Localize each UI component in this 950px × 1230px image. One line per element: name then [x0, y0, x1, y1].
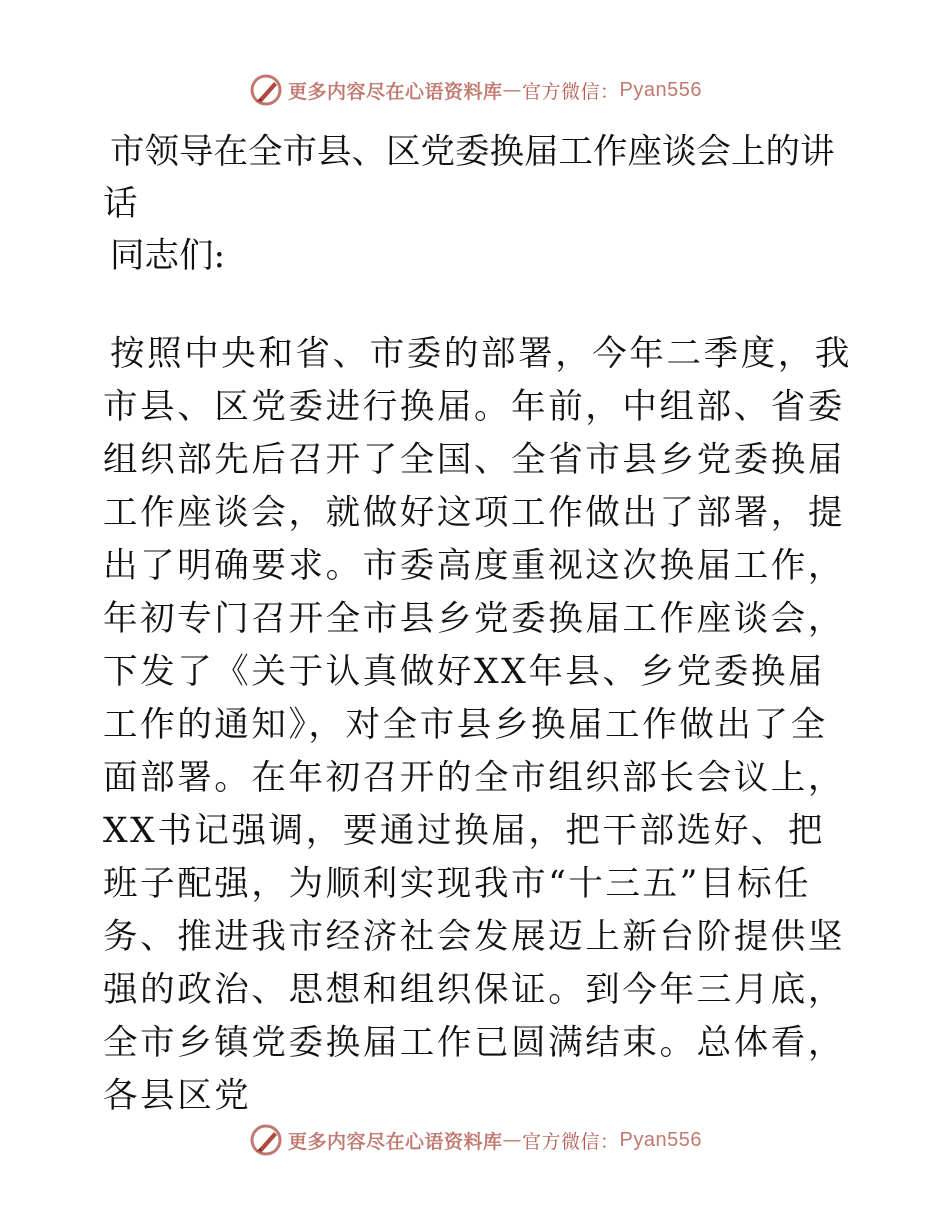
watermark-wechat-id: Pyan556 — [619, 78, 702, 101]
watermark-separator: — — [502, 1129, 523, 1151]
pen-nib-circle-icon — [248, 72, 284, 108]
watermark-main-text: 更多内容尽在心语资料库 — [288, 80, 503, 103]
watermark-wechat-label: 官方微信： — [522, 1130, 620, 1153]
document-title: 市领导在全市县、区党委换届工作座谈会上的讲话 — [103, 132, 835, 224]
watermark-wechat-id: Pyan556 — [619, 1128, 702, 1151]
watermark-banner-top — [0, 68, 950, 112]
watermark-banner-bottom — [0, 1118, 950, 1162]
body-paragraph: 按照中央和省、市委的部署，今年二季度，我市县、区党委进行换届。年前，中组部、省委组织部先后召开了全国、全省市县乡党委换届工作座谈会，就做好这项工作做出了部署，提出了明确要求。市委高度重视这次换届工作，年初专门召开全市县乡党委换届工作座谈会，下发了《关于认真做好XX年县、乡党委换届工作的通知》，对全市县乡换届工作做出了全面部署。在年初召开的全市组织部长会议上，XX书记强调，要通过换届，把干部选好、把班子配强，为顺利实现我市“十三五”目标任务、推进我市经济社会发展迈上新台阶提供坚强的政治、思想和组织保证。到今年三月底，全市乡镇党委换届工作已圆满结束。总体看，各县区党 — [103, 334, 852, 1116]
watermark-wechat-label: 官方微信： — [522, 80, 620, 103]
pen-nib-circle-icon — [248, 1122, 284, 1158]
watermark-main-text: 更多内容尽在心语资料库 — [288, 1130, 503, 1153]
watermark-separator: — — [502, 79, 523, 101]
salutation: 同志们: — [110, 236, 226, 276]
